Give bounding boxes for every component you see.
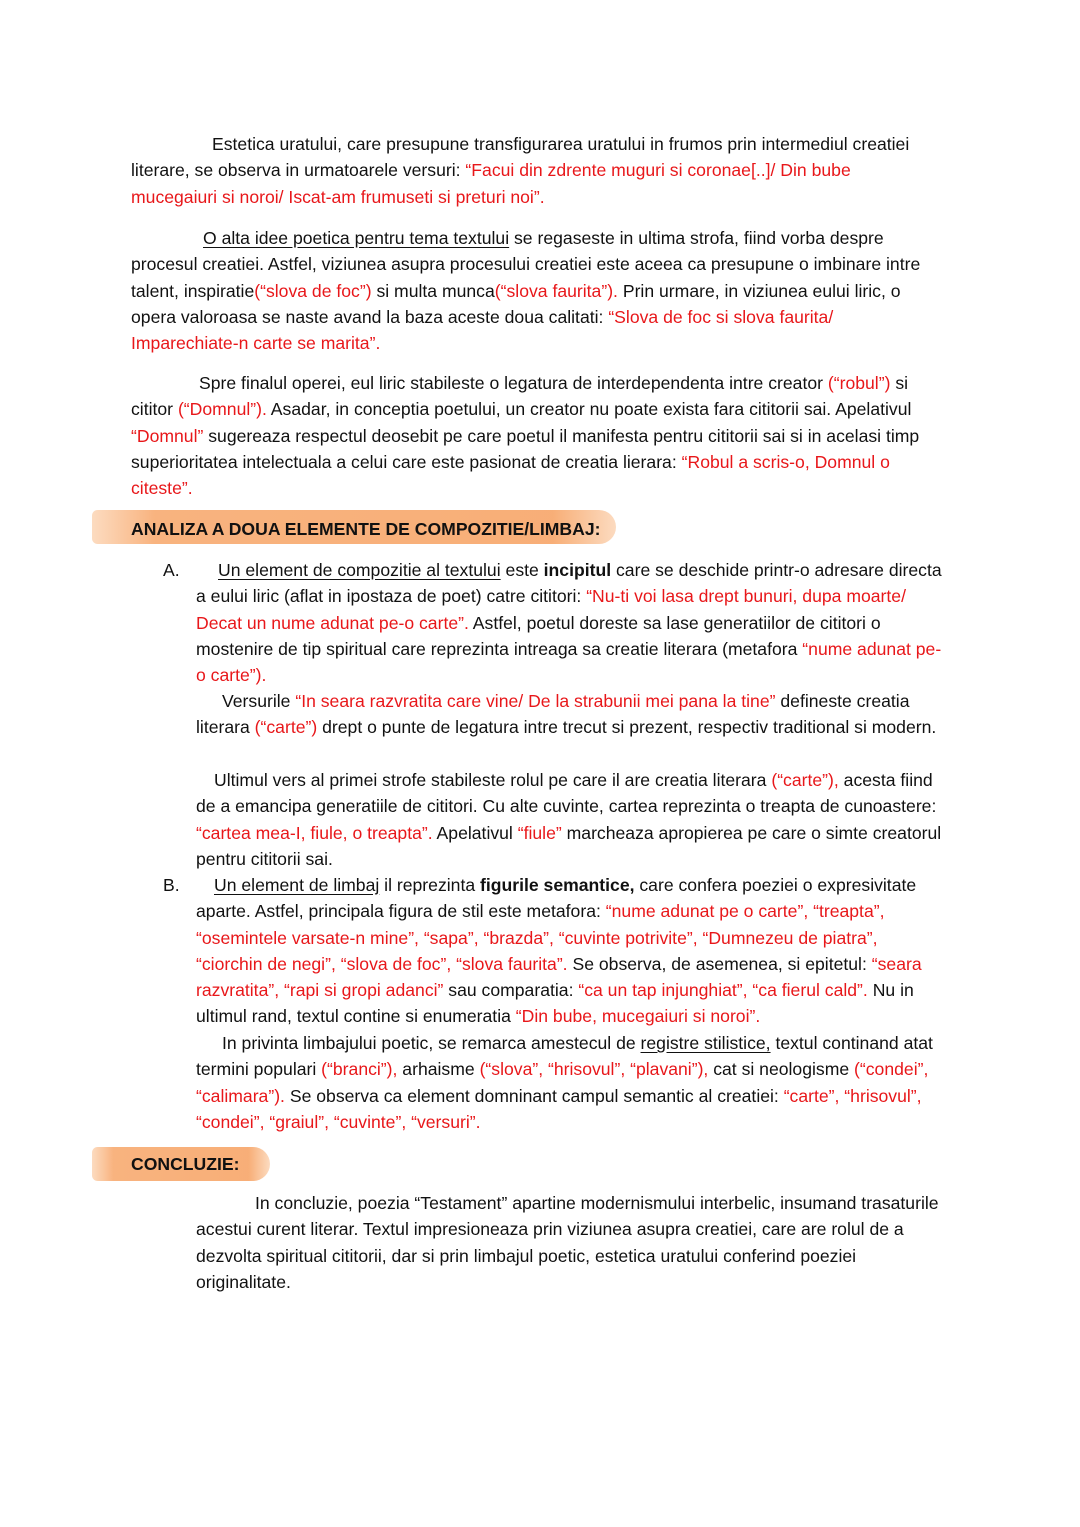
list-marker-b: B.	[163, 875, 180, 895]
quote: “carte”, “hrisovul”, “condei”, “graiul”, “cuvinte”, “versuri”.	[196, 1085, 922, 1132]
quote: “Nu-ti voi lasa drept bunuri, dupa moarte/ Decat un nume adunat pe-o carte”.	[196, 586, 906, 633]
section-heading-analiza: ANALIZA A DOUA ELEMENTE DE COMPOZITIE/LIMBAJ:	[131, 519, 601, 539]
list-item-a-second: Versurile “In seara razvratita care vine/ De la strabunii mei pana la tine” defineste creatia literara (“carte”) drept o punte de legatura intre trecut si prezent, respectiv traditional si modern.	[196, 691, 937, 738]
quote: (“carte”),	[771, 770, 839, 790]
quote: (“slova de foc”)	[254, 280, 372, 301]
quote: “Robul a scris-o, Domnul o citeste”.	[131, 451, 890, 499]
quote: (“slova”, “hrisovul”, “plavani”),	[479, 1059, 709, 1080]
section-heading-concluzie: CONCLUZIE:	[131, 1154, 240, 1174]
paragraph-conclusion: In concluzie, poezia “Testament” apartine modernismului interbelic, insumand trasaturile acestui curent literar. Textul impresioneaza prin viziunea asupra creatiei, care are rolul de a dezvolta spiritual cititorii, dar si prin limbajul poetic, estetica uratului conferind poeziei originalitate.	[196, 1193, 939, 1292]
quote: “fiule”	[517, 822, 562, 843]
paragraph-creator-cititor: Spre finalul operei, eul liric stabileste o legatura de interdependenta intre creator (“robul”) si cititor (“Domnul”). Asadar, in conceptia poetului, un creator nu poate exista fara cititorii sai. Apelativul “Domnul” sugereaza respectul deosebit pe care poetul il manifesta pentru cititorii sai si in acelasi timp superioritatea intelectuala a celui care este pasionat de creatia lierara: “Robul a scris-o, Domnul o citeste”.	[131, 373, 920, 499]
quote: (“Domnul”).	[177, 399, 267, 420]
quote: “Slova de foc si slova faurita/ Imparechiate-n carte se marita”.	[131, 306, 834, 354]
underlined-phrase: O alta idee poetica pentru tema textului	[203, 228, 510, 248]
quote: “ca un tap injunghiat”, “ca fierul cald”.	[578, 980, 868, 1001]
paragraph-procesul-creatiei: O alta idee poetica pentru tema textului se regaseste in ultima strofa, fiind vorba despre procesul creatiei. Astfel, viziunea asupra procesului creatiei este aceea ca presupune o imbinare intre talent, inspiratie(“slova de foc”) si multa munca(“slova faurita”). Prin urmare, in viziunea eului liric, o opera valoroasa se naste avand la baza aceste doua calitati: “Slova de foc si slova faurita/ Imparechiate-n carte se marita”.	[131, 228, 921, 354]
quote: “Din bube, mucegaiuri si noroi”.	[515, 1006, 761, 1027]
underlined-phrase: Un element de compozitie al textului	[218, 560, 501, 580]
quote: “In seara razvratita care vine/ De la strabunii mei pana la tine”	[295, 691, 776, 711]
quote: (“carte”)	[254, 717, 318, 738]
list-item-a-third: Ultimul vers al primei strofe stabileste rolul pe care il are creatia literara (“carte”), acesta fiind de a emancipa generatiile de cititori. Cu alte cuvinte, cartea reprezinta o treapta de cunoastere: “cartea mea-I, fiule, o treapta”. Apelativul “fiule” marcheaza apropierea pe care o simte creatorul pentru cititorii sai.	[196, 770, 942, 869]
list-item-b-second: In privinta limbajului poetic, se remarca amestecul de registre stilistice, textul continand atat termini populari (“branci”), arhaisme (“slova”, “hrisovul”, “plavani”), cat si neologisme (“condei”, “calimara”). Se observa ca element domninant campul semantic al creatiei: “carte”, “hrisovul”, “condei”, “graiul”, “cuvinte”, “versuri”.	[196, 1033, 933, 1132]
quote: “Facui din zdrente muguri si coronae[..]/ Din bube mucegaiuri si noroi/ Iscat-am frumuseti si preturi noi”.	[131, 160, 851, 207]
paragraph-estetica-uratului: Estetica uratului, care presupune transfigurarea uratului in frumos prin intermediul creatiei literare, se observa in urmatoarele versuri: “Facui din zdrente muguri si coronae[..]/ Din bube mucegaiuri si noroi/ Iscat-am frumuseti si preturi noi”.	[131, 134, 910, 207]
bold-term: figurile semantice,	[480, 875, 635, 895]
quote: “seara razvratita”, “rapi si gropi adanci”	[196, 953, 922, 1001]
quote: (“condei”, “calimara”).	[196, 1059, 929, 1106]
quote: (“slova faurita”).	[494, 280, 618, 301]
quote: “nume adunat pe-o carte”).	[196, 638, 942, 686]
quote: (“branci”),	[321, 1059, 398, 1080]
quote: “nume adunat pe o carte”, “treapta”, “osemintele varsate-n mine”, “sapa”, “brazda”, “cuvinte potrivite”, “Dumnezeu de piatra”, “ciorchin de negi”, “slova de foc”, “slova faurita”.	[196, 901, 885, 974]
list-item-b-first: Un element de limbaj il reprezinta figurile semantice, care confera poeziei o expresivitate aparte. Astfel, principala figura de stil este metafora: “nume adunat pe o carte”, “treapta”, “osemintele varsate-n mine”, “sapa”, “brazda”, “cuvinte potrivite”, “Dumnezeu de piatra”, “ciorchin de negi”, “slova de foc”, “slova faurita”. Se observa, de asemenea, si epitetul: “seara razvratita”, “rapi si gropi adanci” sau comparatia: “ca un tap injunghiat”, “ca fierul cald”. Nu in ultimul rand, textul contine si enumeratia “Din bube, mucegaiuri si noroi”.	[196, 875, 922, 1027]
quote: (“robul”)	[827, 373, 891, 393]
quote: “cartea mea-I, fiule, o treapta”.	[196, 822, 433, 843]
underlined-phrase: Un element de limbaj	[214, 875, 380, 895]
list-marker-a: A.	[163, 560, 180, 580]
quote: “Domnul”	[131, 425, 204, 446]
list-item-a-first: Un element de compozitie al textului este incipitul care se deschide printr-o adresare directa a eului liric (aflat in ipostaza de poet) catre cititori: “Nu-ti voi lasa drept bunuri, dupa moarte/ Decat un nume adunat pe-o carte”. Astfel, poetul doreste sa lase generatiilor de cititori o mostenire de tip spiritual care reprezinta intreaga sa creatie literara (metafora “nume adunat pe-o carte”).	[196, 560, 942, 686]
bold-term: incipitul	[543, 560, 612, 580]
underlined-phrase: registre stilistice,	[640, 1033, 771, 1053]
